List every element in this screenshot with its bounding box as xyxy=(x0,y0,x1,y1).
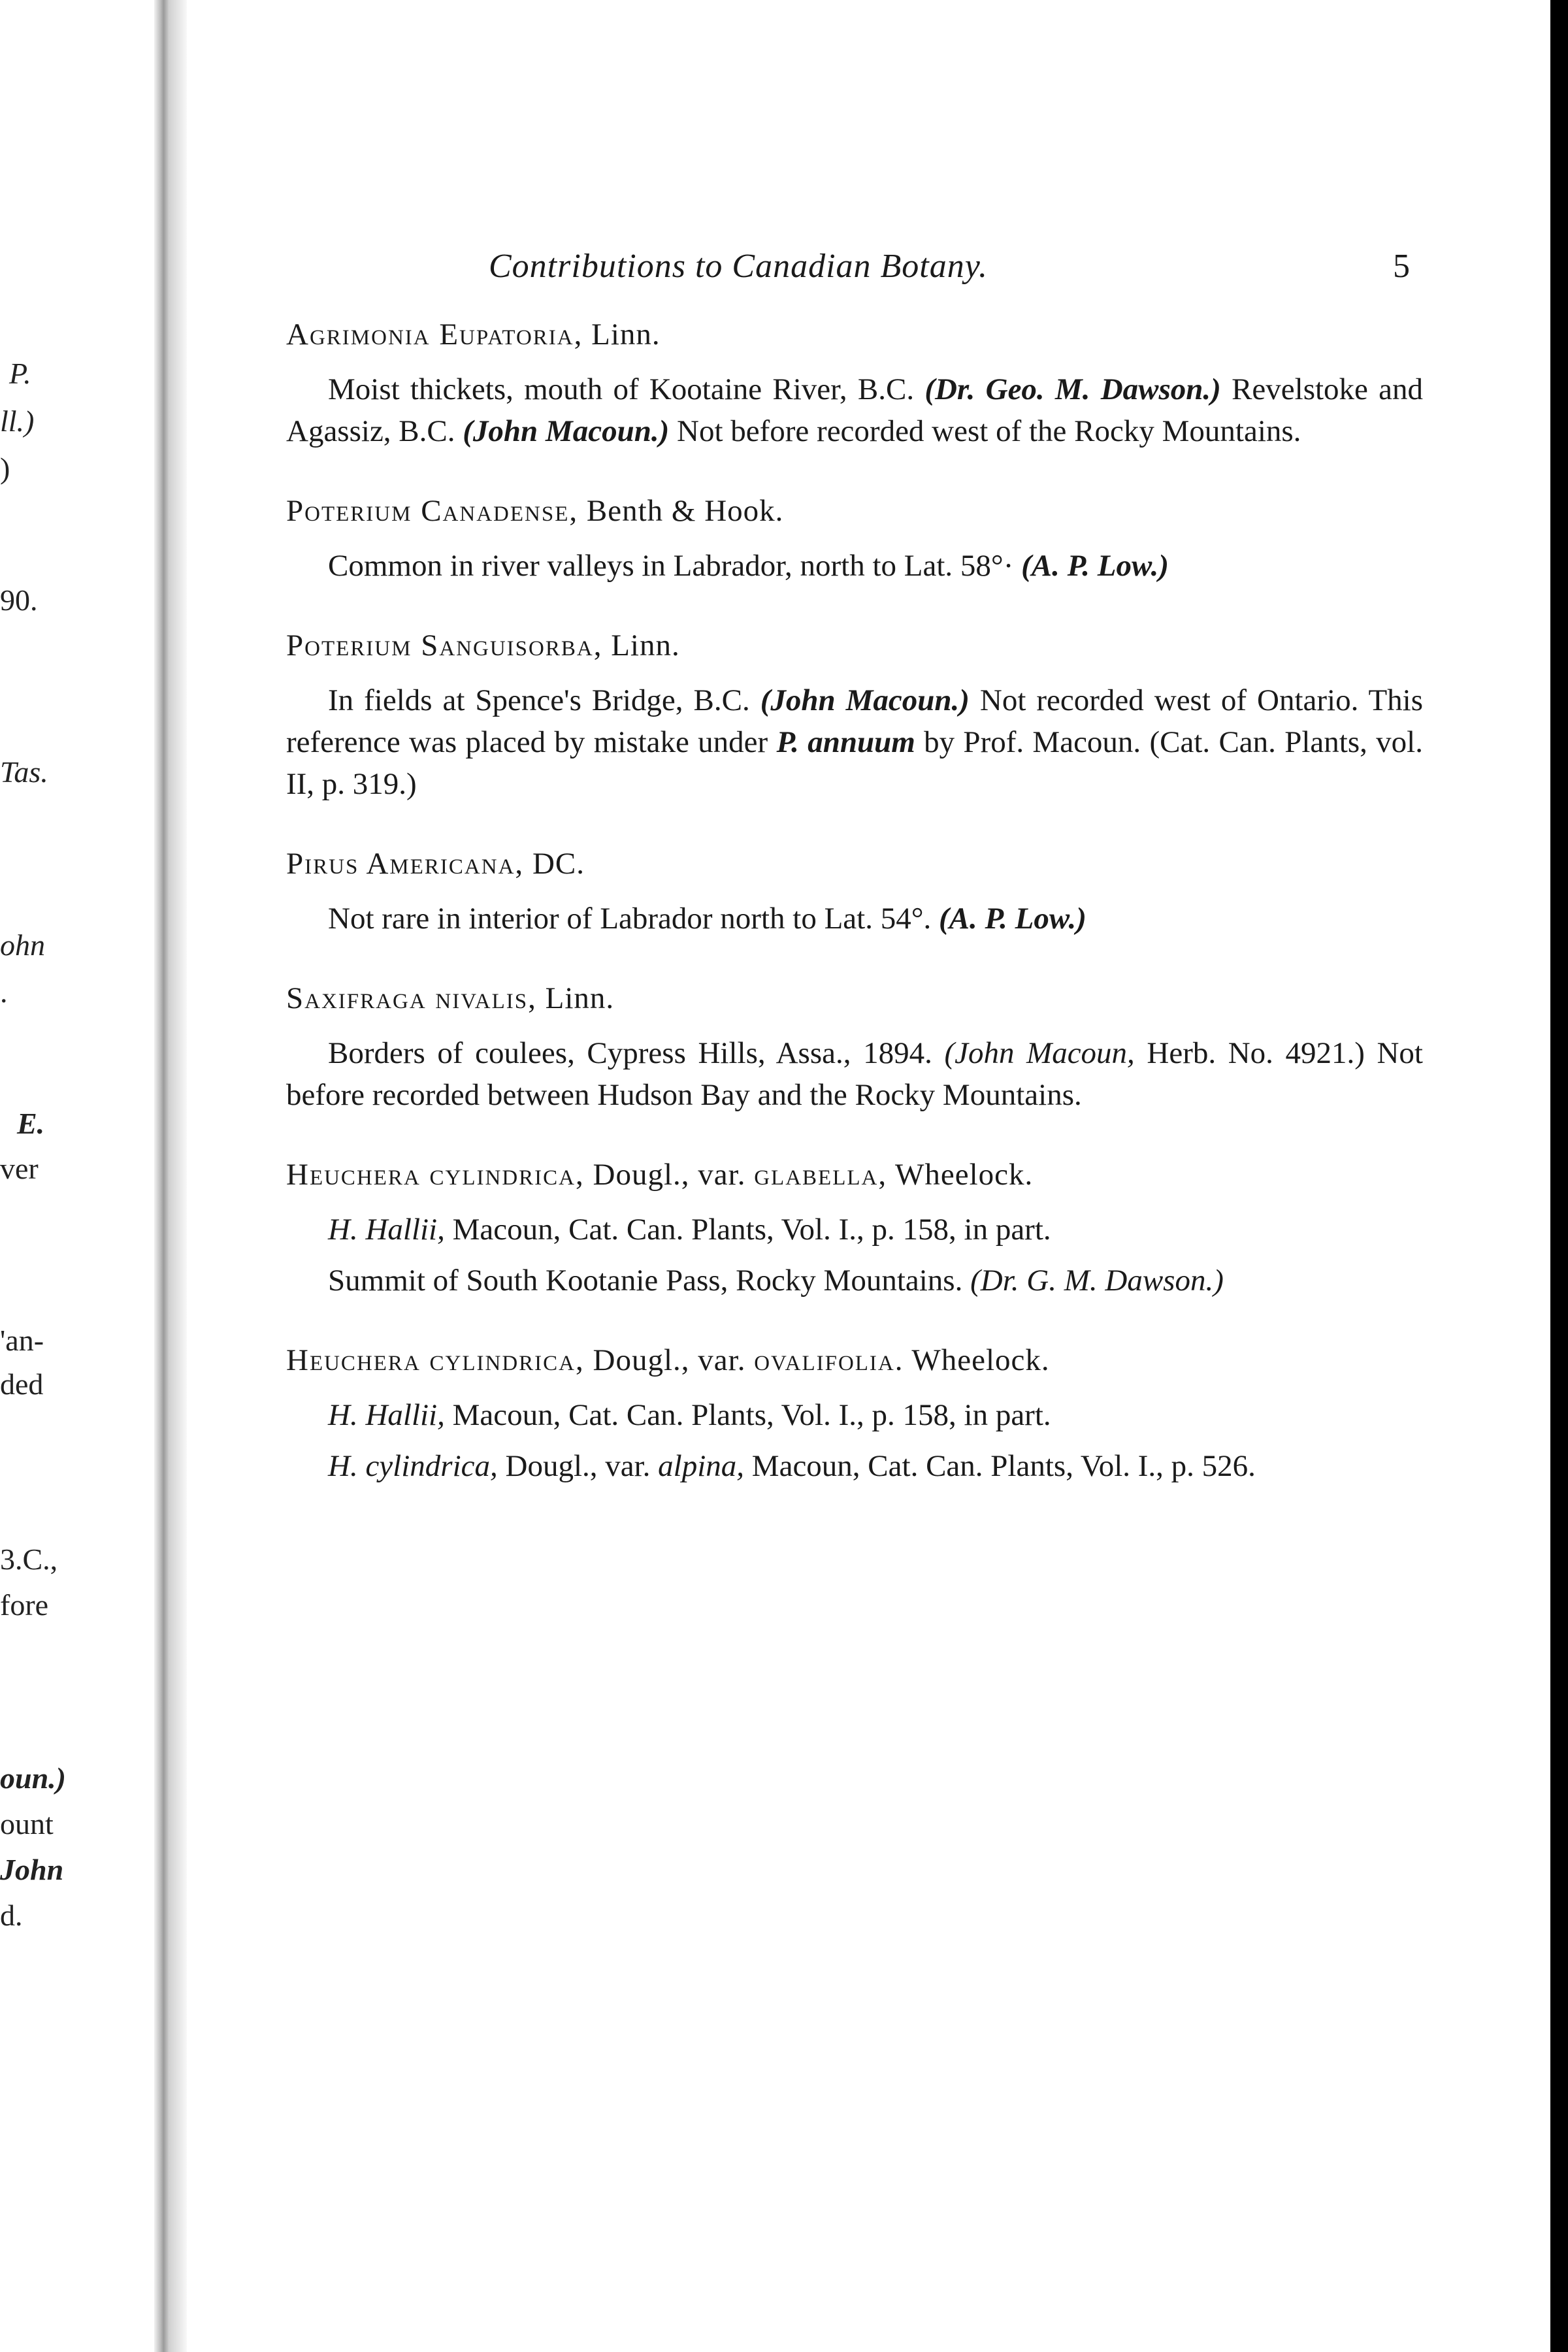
text-run: Borders of coulees, Cypress Hills, Assa., 1894. xyxy=(328,1036,945,1070)
entry-title xyxy=(286,490,1423,532)
authority: Dougl., var. xyxy=(584,1158,755,1192)
page-header xyxy=(489,247,1410,293)
text-run: Herb. No. 4921.) Not before recorded between Hudson Bay and the Rocky Mountains. xyxy=(286,1036,1423,1112)
entry-paragraph xyxy=(286,679,1423,805)
facing-text-line: ) xyxy=(0,451,10,485)
synonym-name: H. cylindrica, xyxy=(328,1449,498,1483)
facing-text-line: ded xyxy=(0,1367,44,1401)
text-run: Dougl., var. xyxy=(497,1449,659,1483)
entry-title xyxy=(286,625,1423,666)
synonym-name: H. Hallii, xyxy=(328,1213,445,1247)
facing-text-line: John xyxy=(0,1853,64,1886)
text-run: Summit of South Kootanie Pass, Rocky Mountains. xyxy=(328,1264,971,1298)
text-run: Macoun, Cat. Can. Plants, Vol. I., p. 158, in part. xyxy=(444,1213,1051,1247)
entry-paragraph xyxy=(286,898,1423,939)
text-run: Not recorded west of Ontario. This reference was placed by mistake under xyxy=(286,683,1424,759)
entry-title xyxy=(286,314,1423,355)
species-name: Heuchera cylindrica, xyxy=(286,1158,585,1192)
facing-text-line: fore xyxy=(0,1588,49,1622)
facing-text-line: E. xyxy=(17,1107,45,1140)
variety-name: glabella, xyxy=(754,1158,888,1192)
species-entry xyxy=(286,490,1423,587)
species-entry xyxy=(286,977,1423,1116)
text-run: Not rare in interior of Labrador north to Lat. 54°. xyxy=(328,902,939,936)
species-name: Poterium Canadense, xyxy=(286,494,579,528)
authority: Wheelock. xyxy=(887,1158,1034,1192)
authority: Wheelock. xyxy=(904,1343,1050,1377)
species-name: Saxifraga nivalis, xyxy=(286,981,537,1015)
species-entry xyxy=(286,625,1423,805)
species-entry xyxy=(286,1154,1423,1301)
facing-text-line: . xyxy=(0,975,8,1009)
book-gutter xyxy=(154,0,170,2352)
synonym-name: H. Hallii, xyxy=(328,1398,445,1432)
text-run: Macoun, Cat. Can. Plants, Vol. I., p. 526. xyxy=(744,1449,1256,1483)
species-entry xyxy=(286,843,1423,939)
facing-text-line: ount xyxy=(0,1807,54,1840)
species-name: Heuchera cylindrica, xyxy=(286,1343,585,1377)
facing-text-line: ver xyxy=(0,1152,39,1185)
facing-text-line: 90. xyxy=(0,583,38,617)
facing-page-fragment xyxy=(0,0,163,2352)
entry-title xyxy=(286,843,1423,885)
facing-text-line: 'an- xyxy=(0,1324,44,1357)
facing-text-line: Tas. xyxy=(0,755,48,789)
entry-title xyxy=(286,1339,1423,1381)
text-run: Revelstoke and Agassiz, B.C. xyxy=(286,372,1424,448)
spine-shadow xyxy=(169,0,187,2352)
collector-citation: (John Macoun.) xyxy=(760,683,970,717)
authority: Linn. xyxy=(536,981,615,1015)
collector-citation: (Dr. G. M. Dawson.) xyxy=(970,1264,1224,1298)
synonym-paragraph xyxy=(286,1209,1423,1250)
facing-text-line: d. xyxy=(0,1899,23,1932)
species-name: Agrimonia Eupatoria, xyxy=(286,318,583,351)
synonym-paragraph xyxy=(286,1394,1423,1436)
collector-citation: (John Macoun.) xyxy=(463,414,670,448)
authority: Linn. xyxy=(602,629,680,662)
species-reference: P. annuum xyxy=(776,725,915,759)
entry-title xyxy=(286,1154,1423,1196)
collector-citation: (A. P. Low.) xyxy=(1021,549,1169,583)
species-entry xyxy=(286,314,1423,452)
text-run: Common in river valleys in Labrador, north to Lat. 58°· xyxy=(328,549,1022,583)
variety-name: ovalifolia. xyxy=(754,1343,904,1377)
variety-reference: alpina, xyxy=(658,1449,745,1483)
entry-paragraph xyxy=(286,1260,1423,1301)
text-run: by Prof. Macoun. (Cat. Can. Plants, vol. II, p. 319.) xyxy=(286,725,1423,801)
authority: Linn. xyxy=(583,318,661,351)
facing-text-line: oun.) xyxy=(0,1761,66,1795)
scan-border xyxy=(1550,0,1568,2352)
collector-citation: (A. P. Low.) xyxy=(939,902,1086,936)
species-name: Poterium Sanguisorba, xyxy=(286,629,603,662)
authority: Dougl., var. xyxy=(584,1343,755,1377)
text-run: Macoun, Cat. Can. Plants, Vol. I., p. 158, in part. xyxy=(444,1398,1051,1432)
facing-text-line: ohn xyxy=(0,928,45,962)
authority: DC. xyxy=(524,847,585,881)
facing-text-line: ll.) xyxy=(0,404,35,438)
page-number: 5 xyxy=(1393,248,1410,285)
text-run: In fields at Spence's Bridge, B.C. xyxy=(328,683,760,717)
text-run: Not before recorded west of the Rocky Mountains. xyxy=(669,414,1301,448)
entry-paragraph xyxy=(286,1032,1423,1116)
entry-paragraph xyxy=(286,368,1423,452)
facing-text-line: P. xyxy=(9,357,31,390)
collector-citation: (John Macoun, xyxy=(944,1036,1135,1070)
facing-text-line: 3.C., xyxy=(0,1543,58,1576)
text-run: Moist thickets, mouth of Kootaine River, B.C. xyxy=(328,372,925,406)
species-name: Pirus Americana, xyxy=(286,847,525,881)
entry-title xyxy=(286,977,1423,1019)
book-page xyxy=(169,0,1550,2352)
running-head: Contributions to Canadian Botany. xyxy=(489,248,988,285)
synonym-paragraph xyxy=(286,1445,1423,1487)
authority: Benth & Hook. xyxy=(578,494,784,528)
collector-citation: (Dr. Geo. M. Dawson.) xyxy=(924,372,1221,406)
species-entry xyxy=(286,1339,1423,1487)
page-body xyxy=(286,314,1423,1525)
entry-paragraph xyxy=(286,545,1423,587)
